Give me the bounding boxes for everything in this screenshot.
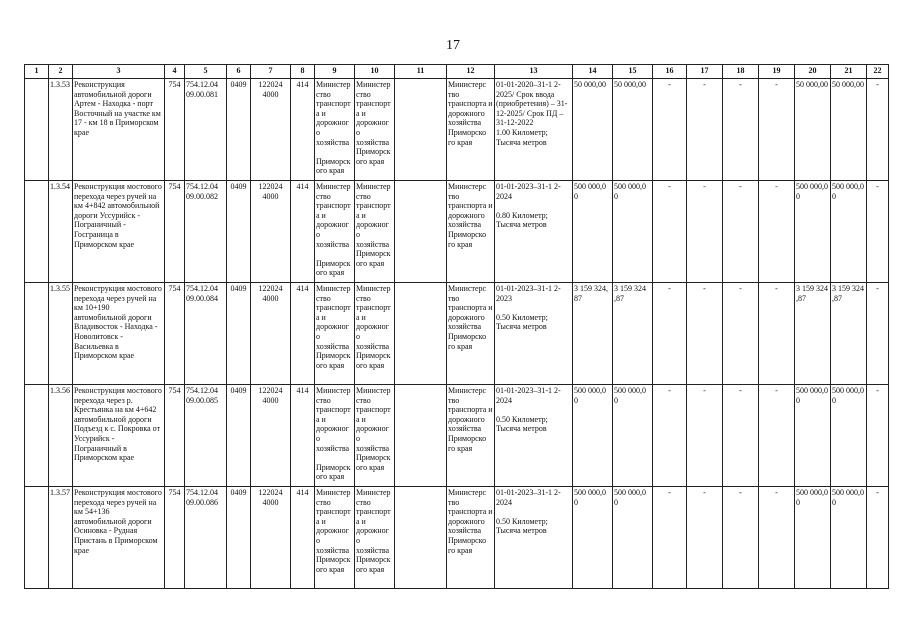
cell-col-9: Министер ство транспорт а и дорожног о хозяйства Приморск ого края — [315, 79, 355, 181]
table-row — [25, 283, 889, 385]
cell-col-14: 500 000,0 0 — [573, 487, 613, 589]
cell-col-5: 754.12.04 09.00.085 — [185, 385, 227, 487]
cell-col-5: 754.12.04 09.00.084 — [185, 283, 227, 385]
cell-col-8: 414 — [291, 79, 315, 181]
column-header-18: 18 — [723, 65, 759, 79]
cell-col-9: Министер ство транспорт а и дорожног о хозяйства Приморск ого края — [315, 283, 355, 385]
cell-col-9: Министер ство транспорт а и дорожног о хозяйства Приморск ого края — [315, 181, 355, 283]
cell-col-7: 122024 4000 — [251, 385, 291, 487]
cell-col-4: 754 — [165, 283, 185, 385]
cell-col-6: 0409 — [227, 385, 251, 487]
cell-col-18: - — [723, 181, 759, 283]
cell-col-7: 122024 4000 — [251, 487, 291, 589]
table-body — [25, 79, 889, 589]
cell-col-14: 500 000,0 0 — [573, 385, 613, 487]
column-header-8: 8 — [291, 65, 315, 79]
cell-col-14: 50 000,00 — [573, 79, 613, 181]
cell-col-20: 50 000,00 — [795, 79, 831, 181]
cell-col-19: - — [759, 385, 795, 487]
column-header-3: 3 — [73, 65, 165, 79]
cell-col-5: 754.12.04 09.00.082 — [185, 181, 227, 283]
cell-col-10: Министер ство транспорт а и дорожног о хозяйства Приморск ого края — [355, 487, 395, 589]
cell-col-3: Реконструкция автомобильной дороги Артем - Находка - порт Восточный на участке км 17 - км 18 в Приморском крае — [73, 79, 165, 181]
table-row — [25, 385, 889, 487]
cell-col-10: Министер ство транспорт а и дорожног о хозяйства Приморск ого края — [355, 181, 395, 283]
cell-col-3: Реконструкция мостового перехода через р. Крестьянка на км 4+642 автомобильной дороги Подъезд к с. Покровка от Уссурийск - Пограничный в Приморском крае — [73, 385, 165, 487]
column-header-14: 14 — [573, 65, 613, 79]
cell-col-4: 754 — [165, 181, 185, 283]
cell-col-18: - — [723, 385, 759, 487]
table-row — [25, 79, 889, 181]
cell-col-10: Министер ство транспорт а и дорожног о хозяйства Приморск ого края — [355, 283, 395, 385]
column-header-17: 17 — [687, 65, 723, 79]
cell-col-3: Реконструкция мостового перехода через ручей на км 54+136 автомобильной дороги Осиновка - Рудная Пристань в Приморском крае — [73, 487, 165, 589]
column-header-12: 12 — [447, 65, 495, 79]
table-row — [25, 181, 889, 283]
cell-col-19: - — [759, 79, 795, 181]
cell-col-6: 0409 — [227, 181, 251, 283]
cell-col-2: 1.3.53 — [49, 79, 73, 181]
cell-col-15: 500 000,0 0 — [613, 487, 653, 589]
cell-col-19: - — [759, 283, 795, 385]
cell-col-3: Реконструкция мостового перехода через ручей на км 10+190 автомобильной дороги Владивосток - Находка - Новолитовск - Васильевка в Приморском крае — [73, 283, 165, 385]
cell-col-10: Министер ство транспорт а и дорожног о хозяйства Приморск ого края — [355, 385, 395, 487]
cell-col-1 — [25, 283, 49, 385]
cell-col-20: 500 000,0 0 — [795, 487, 831, 589]
cell-col-1 — [25, 487, 49, 589]
cell-col-20: 500 000,0 0 — [795, 385, 831, 487]
cell-col-22: - — [867, 283, 889, 385]
cell-col-12: Министерс тво транспорта и дорожного хозяйства Приморско го края — [447, 385, 495, 487]
column-header-9: 9 — [315, 65, 355, 79]
cell-col-14: 500 000,0 0 — [573, 181, 613, 283]
column-header-7: 7 — [251, 65, 291, 79]
cell-col-6: 0409 — [227, 79, 251, 181]
cell-col-8: 414 — [291, 487, 315, 589]
cell-col-17: - — [687, 181, 723, 283]
cell-col-2: 1.3.55 — [49, 283, 73, 385]
cell-col-13: 01-01-2023–31-1 2-2024 0.50 Километр; Тысяча метров — [495, 487, 573, 589]
cell-col-11 — [395, 181, 447, 283]
column-header-11: 11 — [395, 65, 447, 79]
cell-col-9: Министер ство транспорт а и дорожног о хозяйства Приморск ого края — [315, 385, 355, 487]
cell-col-22: - — [867, 385, 889, 487]
cell-col-13: 01-01-2023–31-1 2-2024 0.80 Километр; Тысяча метров — [495, 181, 573, 283]
cell-col-21: 50 000,00 — [831, 79, 867, 181]
column-header-13: 13 — [495, 65, 573, 79]
cell-col-4: 754 — [165, 487, 185, 589]
cell-col-16: - — [653, 181, 687, 283]
column-header-20: 20 — [795, 65, 831, 79]
cell-col-11 — [395, 79, 447, 181]
cell-col-15: 500 000,0 0 — [613, 385, 653, 487]
cell-col-4: 754 — [165, 79, 185, 181]
cell-col-10: Министер ство транспорт а и дорожног о хозяйства Приморск ого края — [355, 79, 395, 181]
cell-col-15: 500 000,0 0 — [613, 181, 653, 283]
column-header-21: 21 — [831, 65, 867, 79]
cell-col-13: 01-01-2023–31-1 2-2023 0.50 Километр; Тысяча метров — [495, 283, 573, 385]
cell-col-11 — [395, 385, 447, 487]
cell-col-22: - — [867, 487, 889, 589]
cell-col-14: 3 159 324, 87 — [573, 283, 613, 385]
cell-col-16: - — [653, 487, 687, 589]
cell-col-1 — [25, 181, 49, 283]
cell-col-20: 500 000,0 0 — [795, 181, 831, 283]
column-header-19: 19 — [759, 65, 795, 79]
cell-col-21: 500 000,0 0 — [831, 487, 867, 589]
table-row — [25, 487, 889, 589]
column-header-10: 10 — [355, 65, 395, 79]
cell-col-8: 414 — [291, 283, 315, 385]
cell-col-17: - — [687, 283, 723, 385]
cell-col-9: Министер ство транспорт а и дорожног о хозяйства Приморск ого края — [315, 487, 355, 589]
cell-col-12: Министерс тво транспорта и дорожного хозяйства Приморско го края — [447, 181, 495, 283]
cell-col-2: 1.3.56 — [49, 385, 73, 487]
cell-col-2: 1.3.54 — [49, 181, 73, 283]
cell-col-8: 414 — [291, 181, 315, 283]
cell-col-18: - — [723, 79, 759, 181]
cell-col-21: 500 000,0 0 — [831, 385, 867, 487]
cell-col-1 — [25, 79, 49, 181]
cell-col-5: 754.12.04 09.00.086 — [185, 487, 227, 589]
cell-col-12: Министерс тво транспорта и дорожного хозяйства Приморско го края — [447, 79, 495, 181]
cell-col-19: - — [759, 181, 795, 283]
cell-col-7: 122024 4000 — [251, 79, 291, 181]
cell-col-12: Министерс тво транспорта и дорожного хозяйства Приморско го края — [447, 283, 495, 385]
cell-col-17: - — [687, 385, 723, 487]
cell-col-15: 3 159 324 ,87 — [613, 283, 653, 385]
column-header-4: 4 — [165, 65, 185, 79]
cell-col-13: 01-01-2020–31-1 2-2025/ Срок ввода (приобретения) – 31-12-2025/ Срок ПД – 31-12-2022 1.00 Километр; Тысяча метров — [495, 79, 573, 181]
cell-col-5: 754.12.04 09.00.081 — [185, 79, 227, 181]
column-header-2: 2 — [49, 65, 73, 79]
cell-col-18: - — [723, 487, 759, 589]
cell-col-21: 500 000,0 0 — [831, 181, 867, 283]
column-header-22: 22 — [867, 65, 889, 79]
page-number: 17 — [446, 38, 460, 53]
cell-col-16: - — [653, 79, 687, 181]
cell-col-6: 0409 — [227, 487, 251, 589]
cell-col-3: Реконструкция мостового перехода через ручей на км 4+842 автомобильной дороги Уссурийск - Пограничный - Госграница в Приморском крае — [73, 181, 165, 283]
column-header-6: 6 — [227, 65, 251, 79]
cell-col-1 — [25, 385, 49, 487]
cell-col-7: 122024 4000 — [251, 181, 291, 283]
cell-col-2: 1.3.57 — [49, 487, 73, 589]
cell-col-15: 50 000,00 — [613, 79, 653, 181]
cell-col-12: Министерс тво транспорта и дорожного хозяйства Приморско го края — [447, 487, 495, 589]
cell-col-17: - — [687, 79, 723, 181]
cell-col-7: 122024 4000 — [251, 283, 291, 385]
cell-col-13: 01-01-2023–31-1 2-2024 0.50 Километр; Тысяча метров — [495, 385, 573, 487]
cell-col-8: 414 — [291, 385, 315, 487]
cell-col-21: 3 159 324 ,87 — [831, 283, 867, 385]
column-header-1: 1 — [25, 65, 49, 79]
header-row — [25, 65, 889, 79]
column-header-16: 16 — [653, 65, 687, 79]
cell-col-11 — [395, 487, 447, 589]
cell-col-22: - — [867, 79, 889, 181]
column-header-5: 5 — [185, 65, 227, 79]
cell-col-22: - — [867, 181, 889, 283]
cell-col-16: - — [653, 385, 687, 487]
cell-col-20: 3 159 324 ,87 — [795, 283, 831, 385]
cell-col-11 — [395, 283, 447, 385]
cell-col-16: - — [653, 283, 687, 385]
cell-col-19: - — [759, 487, 795, 589]
registry-table — [24, 64, 889, 589]
cell-col-18: - — [723, 283, 759, 385]
cell-col-4: 754 — [165, 385, 185, 487]
cell-col-17: - — [687, 487, 723, 589]
cell-col-6: 0409 — [227, 283, 251, 385]
column-header-15: 15 — [613, 65, 653, 79]
